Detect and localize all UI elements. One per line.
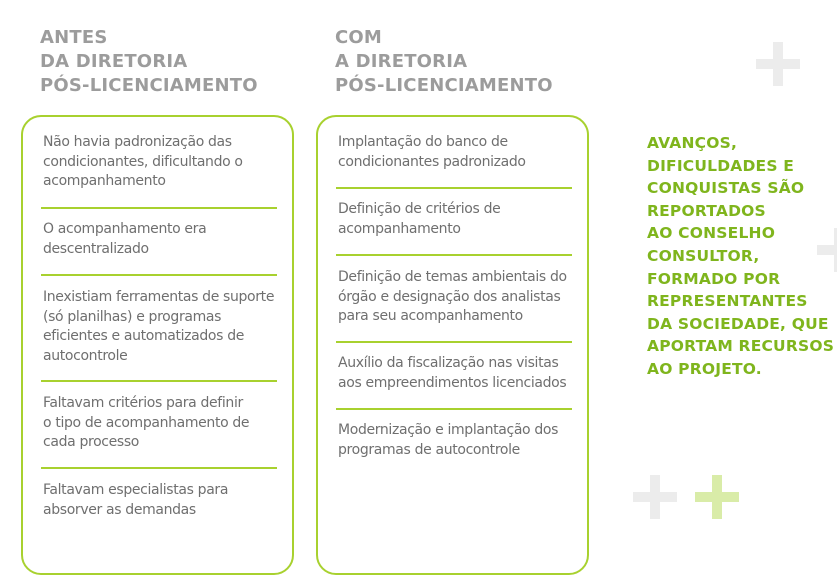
before-item: [43, 481, 279, 520]
before-heading-line: ANTES: [40, 27, 108, 48]
side-note-line: FORMADO POR: [647, 269, 781, 288]
with-heading-line: COM: [335, 27, 383, 48]
item-divider: [41, 207, 277, 209]
before-item: [43, 394, 279, 453]
item-divider: [41, 380, 277, 382]
plus-icon: [695, 475, 739, 519]
side-note-line: AO CONSELHO: [647, 224, 776, 243]
side-note-line: DIFICULDADES E: [647, 156, 795, 175]
before-heading-line: DA DIRETORIA: [40, 51, 188, 72]
before-item-line: Faltavam critérios para definir: [43, 395, 243, 411]
before-item-line: O acompanhamento era: [43, 221, 207, 237]
with-item-line: Modernização e implantação dos: [338, 422, 559, 438]
with-item-line: órgão e designação dos analistas: [338, 288, 561, 305]
with-item: [338, 200, 574, 239]
with-item: [338, 421, 574, 460]
before-item-line: Faltavam especialistas para: [43, 482, 229, 498]
with-heading-line: A DIRETORIA: [335, 51, 468, 72]
before-item-line: acompanhamento: [43, 173, 166, 190]
before-heading-line: PÓS-LICENCIAMENTO: [40, 75, 258, 96]
item-divider: [336, 408, 572, 410]
before-item-line: o tipo de acompanhamento de: [43, 414, 250, 431]
side-note-line: APORTAM RECURSOS: [647, 337, 835, 356]
before-item-line: absorver as demandas: [43, 501, 196, 518]
before-item: [43, 133, 279, 192]
side-note-line: DA SOCIEDADE, QUE: [647, 314, 829, 333]
side-note-line: AVANÇOS,: [647, 134, 738, 152]
before-item-line: Não havia padronização das: [43, 134, 232, 150]
side-note-line: CONQUISTAS SÃO: [647, 179, 805, 198]
before-item-line: eficientes e automatizados de: [43, 328, 244, 345]
item-divider: [41, 467, 277, 469]
with-item-line: acompanhamento: [338, 220, 461, 237]
before-item-line: cada processo: [43, 434, 140, 451]
with-item-line: para seu acompanhamento: [338, 308, 523, 325]
plus-icon: [817, 228, 837, 272]
item-divider: [336, 187, 572, 189]
with-panel: [316, 115, 589, 575]
side-note-line: CONSULTOR,: [647, 246, 760, 265]
before-item-line: autocontrole: [43, 347, 128, 364]
item-divider: [336, 341, 572, 343]
with-item: [338, 268, 574, 327]
before-panel: [21, 115, 294, 575]
side-note-line: REPORTADOS: [647, 201, 766, 220]
item-divider: [41, 274, 277, 276]
before-item-line: Inexistiam ferramentas de suporte: [43, 289, 275, 305]
with-heading: [335, 26, 553, 98]
before-item-line: (só planilhas) e programas: [43, 308, 222, 325]
before-item: [43, 220, 279, 259]
with-item-line: Implantação do banco de: [338, 134, 508, 150]
with-heading-line: PÓS-LICENCIAMENTO: [335, 75, 553, 96]
side-note-line: REPRESENTANTES: [647, 292, 808, 311]
before-item-line: condicionantes, dificultando o: [43, 153, 243, 170]
plus-icon: [756, 42, 800, 86]
item-divider: [336, 254, 572, 256]
with-item-line: aos empreendimentos licenciados: [338, 374, 567, 391]
with-item-line: Definição de temas ambientais do: [338, 269, 567, 285]
with-item-line: Definição de critérios de: [338, 201, 501, 217]
before-heading: [40, 26, 258, 98]
with-item: [338, 133, 574, 172]
with-item-line: Auxílio da fiscalização nas visitas: [338, 355, 559, 371]
side-note: [647, 132, 834, 381]
with-item-line: programas de autocontrole: [338, 441, 520, 458]
with-item-line: condicionantes padronizado: [338, 153, 526, 170]
plus-icon: [633, 475, 677, 519]
before-item: [43, 288, 279, 366]
side-note-line: AO PROJETO.: [647, 359, 762, 378]
before-item-line: descentralizado: [43, 240, 149, 257]
with-item: [338, 354, 574, 393]
